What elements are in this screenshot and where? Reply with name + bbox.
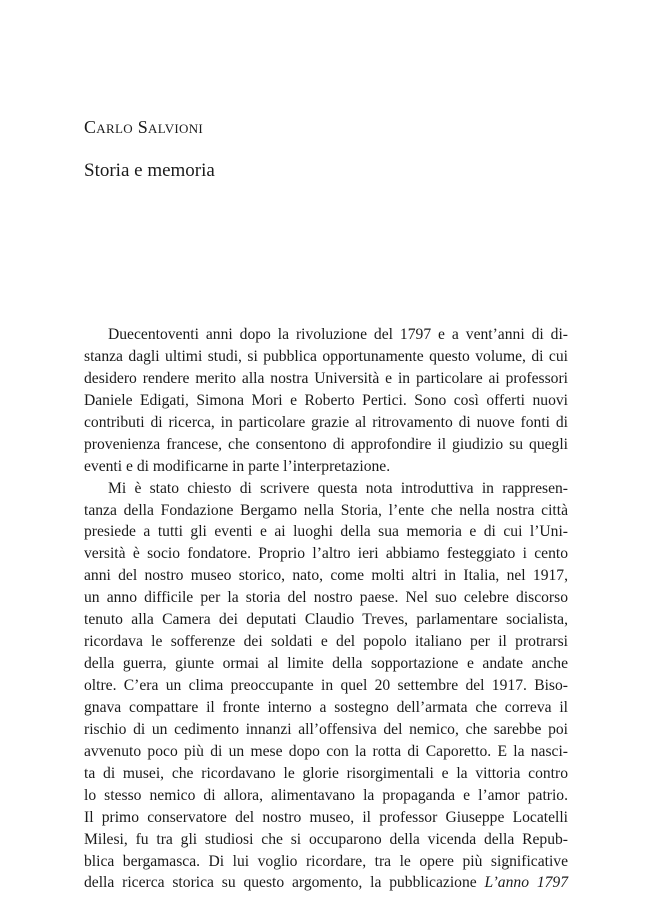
text-line: lo stesso nemico di allora, alimentavano la propaganda e l’amor patrio.	[84, 786, 568, 804]
text-line: Milesi, fu tra gli studiosi che si occuparono della vicenda della Repub-	[84, 830, 568, 848]
text-line: stanza dagli ultimi studi, si pubblica opportunamente questo volume, di cui	[84, 347, 568, 365]
text-line: contributi di ricerca, in particolare grazie al ritrovamento di nuove fonti di	[84, 413, 568, 431]
text-line: Daniele Edigati, Simona Mori e Roberto Pertici. Sono così offerti nuovi	[84, 391, 568, 409]
text-line: versità è socio fondatore. Proprio l’altro ieri abbiamo festeggiato i cento	[84, 545, 568, 563]
text-line: blica bergamasca. Di lui voglio ricordare, tra le opere più significative	[84, 852, 568, 870]
chapter-title: Storia e memoria	[84, 160, 215, 181]
text-line-prefix: della ricerca storica su questo argomento, la pubblicazione	[84, 874, 485, 892]
text-line: gnava compattare il fronte interno a sostegno dell’armata che correva il	[84, 698, 568, 716]
text-line: tanza della Fondazione Bergamo nella Storia, l’ente che nella nostra città	[84, 501, 568, 519]
text-line: eventi e di modificarne in parte l’interpretazione.	[84, 457, 391, 475]
text-line: avvenuto poco più di un mese dopo con la rotta di Caporetto. E la nasci-	[84, 742, 568, 760]
text-line: presiede a tutti gli eventi e ai luoghi della sua memoria e di cui l’Uni-	[84, 523, 568, 541]
text-line: un anno difficile per la storia del nostro paese. Nel suo celebre discorso	[84, 589, 568, 607]
text-line: rischio di un cedimento innanzi all’offensiva del nemico, che sarebbe poi	[84, 720, 568, 738]
text-line: desidero rendere merito alla nostra Università e in particolare ai professori	[84, 369, 568, 387]
body-text	[84, 324, 568, 894]
text-line	[84, 872, 568, 894]
text-line: Duecentoventi anni dopo la rivoluzione del 1797 e a vent’anni di di-	[108, 326, 568, 343]
text-line: anni del nostro museo storico, nato, come molti altri in Italia, nel 1917,	[84, 567, 568, 585]
author-name: Carlo Salvioni	[84, 117, 204, 137]
text-line: ta di musei, che ricordavano le glorie risorgimentali e la vittoria contro	[84, 764, 568, 782]
text-line: provenienza francese, che consentono di approfondire il giudizio su quegli	[84, 435, 568, 453]
text-line: ricordava le sofferenze dei soldati e del popolo italiano per il protrarsi	[84, 633, 568, 651]
book-title-italic: L’anno 1797	[484, 874, 569, 892]
text-line: Il primo conservatore del nostro museo, il professor Giuseppe Locatelli	[84, 808, 568, 826]
text-line: tenuto alla Camera dei deputati Claudio Treves, parlamentare socialista,	[84, 611, 568, 629]
text-line: Mi è stato chiesto di scrivere questa nota introduttiva in rappresen-	[108, 479, 568, 497]
text-line: della guerra, giunte ormai al limite della sopportazione e andate anche	[84, 655, 568, 673]
text-line: oltre. C’era un clima preoccupante in quel 20 settembre del 1917. Biso-	[84, 677, 568, 694]
